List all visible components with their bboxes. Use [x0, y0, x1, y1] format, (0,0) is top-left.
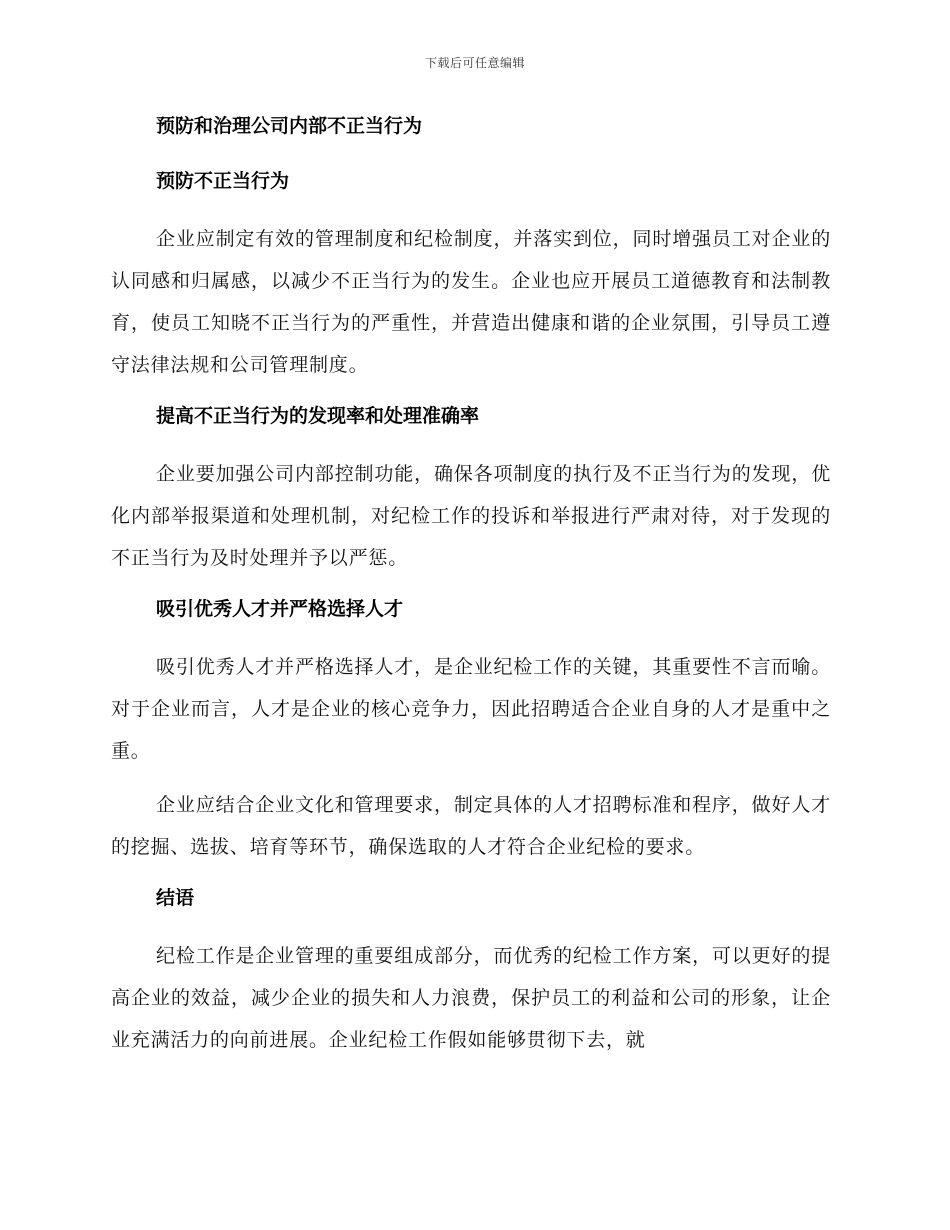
- subsection-heading-detection: 提高不正当行为的发现率和处理准确率: [156, 405, 480, 427]
- paragraph-conclusion: 纪检工作是企业管理的重要组成部分，而优秀的纪检工作方案，可以更好的提高企业的效益，减少企业的损失和人力浪费，保护员工的利益和公司的形象，让企业充满活力的向前进展。企业纪检工作假如能够贯彻下去，就: [111, 945, 831, 1051]
- paragraph-talent-1: 吸引优秀人才并严格选择人才，是企业纪检工作的关键，其重要性不言而喻。对于企业而言，人才是企业的核心竞争力，因此招聘适合企业自身的人才是重中之重。: [111, 656, 831, 762]
- document-body: [111, 108, 831, 1073]
- paragraph-talent-2: 企业应结合企业文化和管理要求，制定具体的人才招聘标准和程序，做好人才的挖掘、选拔、培育等环节，确保选取的人才符合企业纪检的要求。: [111, 794, 831, 858]
- section-title: 预防和治理公司内部不正当行为: [156, 115, 423, 137]
- subsection-heading-talent: 吸引优秀人才并严格选择人才: [156, 598, 404, 620]
- paragraph-prevent: 企业应制定有效的管理制度和纪检制度，并落实到位，同时增强员工对企业的认同感和归属感，以减少不正当行为的发生。企业也应开展员工道德教育和法制教育，使员工知晓不正当行为的严重性，并营造出健康和谐的企业氛围，引导员工遵守法律法规和公司管理制度。: [111, 228, 831, 376]
- page-header: 下载后可任意编辑: [424, 56, 525, 70]
- subsection-heading-conclusion: 结语: [156, 887, 195, 909]
- paragraph-detection: 企业要加强公司内部控制功能，确保各项制度的执行及不正当行为的发现，优化内部举报渠道和处理机制，对纪检工作的投诉和举报进行严肃对待，对于发现的不正当行为及时处理并予以严惩。: [111, 463, 831, 569]
- subsection-heading-prevent: 预防不正当行为: [156, 170, 290, 192]
